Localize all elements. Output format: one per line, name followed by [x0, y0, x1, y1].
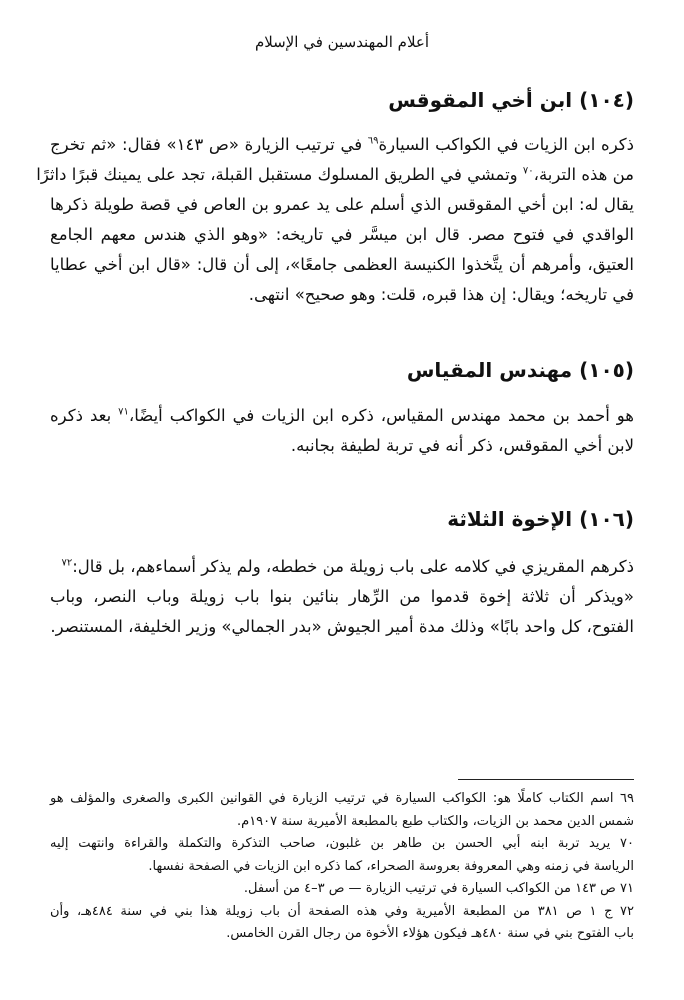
body-line: «ويذكر أن ثلاثة إخوة قدموا من الرِّهار بنائين بنوا باب زويلة وباب النصر، وباب: [50, 587, 634, 606]
footnote-70: [50, 833, 634, 878]
footnotes: [50, 788, 634, 946]
footnote-72: [50, 901, 634, 946]
footnote-line: ٧١ ص ١٤٣ من الكواكب السيارة في ترتيب الزيارة — ص ٣–٤ من أسفل.: [243, 881, 634, 896]
footnote-line: ٧٢ ج ١ ص ٣٨١ من المطبعة الأميرية وفي هذه الصفحة أن باب زويلة هذا بني في سنة ٤٨٤هـ، وأن: [50, 903, 635, 919]
footnote-ref-69[interactable]: ٦٩: [367, 135, 379, 147]
body-line: من هذه التربة،$^{٧٠}$ وتمشي في الطريق المسلوك مستقبل القبلة، تجد على يمينك قبرًا داثرًا: [36, 165, 634, 184]
body-line: الفتوح، كل واحد بابًا» وذلك مدة أمير الجيوش «بدر الجمالي» وزير الخليفة، المستنصر.: [50, 617, 634, 636]
body-line: العتيق، وأمرهم أن يتَّخذوا الكنيسة العظمى جامعًا»، إلى أن قال: «قال ابن أخي عطايا: [50, 255, 634, 274]
footnote-line: ٦٩ اسم الكتاب كاملًا هو: الكواكب السيارة في ترتيب الزيارة في القوانين الكبرى والصغرى والمؤلف هو: [50, 791, 634, 806]
footnote-ref-71[interactable]: ٧١: [118, 406, 129, 418]
section-104-body: [36, 130, 635, 310]
section-title-106: (١٠٦) الإخوة الثلاثة: [447, 507, 634, 531]
body-line: يقال له: ابن أخي المقوقس الذي أسلم على يد عمرو بن العاص في قصة طويلة ذكرها: [50, 195, 634, 214]
section-title-104: (١٠٤) ابن أخي المقوقس: [388, 88, 634, 112]
footnote-ref-72[interactable]: ٧٢: [61, 557, 73, 569]
footnote-line: ٧٠ يريد تربة ابنه أبي الحسن بن طاهر بن غلبون، صاحب التذكرة والتكملة والقراءة وانتهت إليه: [50, 836, 634, 851]
running-header: أعلام المهندسين في الإسلام: [254, 33, 430, 51]
footnote-line: شمس الدين محمد بن الزيات، والكتاب طبع بالمطبعة الأميرية سنة ١٩٠٧م.: [237, 813, 634, 829]
section-105-body: [50, 401, 634, 461]
body-line: الواقدي في فتوح مصر. قال ابن ميسَّر في تاريخه: «وهو الذي هندس معهم الجامع: [50, 225, 634, 244]
footnote-divider: [458, 779, 634, 780]
footnote-ref-70[interactable]: ٧٠: [522, 165, 534, 177]
footnote-line: باب الفتوح بني في سنة ٤٨٠هـ فيكون هؤلاء الأخوة من رجال القرن الخامس.: [226, 926, 634, 941]
section-106-body: [50, 552, 634, 642]
body-line: ذكرهم المقريزي في كلامه على باب زويلة من خططه، ولم يذكر أسماءهم، بل قال:$^{٧٢}$: [61, 557, 634, 576]
body-line: لابن أخي المقوقس، ذكر أنه في تربة لطيفة بجانبه.: [290, 436, 634, 455]
footnote-71: [50, 878, 634, 901]
footnote-69: [50, 788, 634, 833]
footnote-line: الرياسة في زمنه وهي المعروفة بعروسة الصحراء، كما ذكره ابن الزيات في الصفحة نفسها.: [148, 858, 634, 874]
body-line: هو أحمد بن محمد مهندس المقياس، ذكره ابن الزيات في الكواكب أيضًا،$^{٧١}$ بعد ذكره: [50, 406, 634, 425]
body-line: ذكره ابن الزيات في الكواكب السيارة$^{٦٩}$ في ترتيب الزيارة «ص ١٤٣» فقال: «ثم تخرج: [50, 135, 635, 154]
body-line: في تاريخه؛ ويقال: إن هذا قبره، قلت: وهو صحيح» انتهى.: [248, 285, 634, 304]
section-title-105: (١٠٥) مهندس المقياس: [406, 358, 634, 382]
